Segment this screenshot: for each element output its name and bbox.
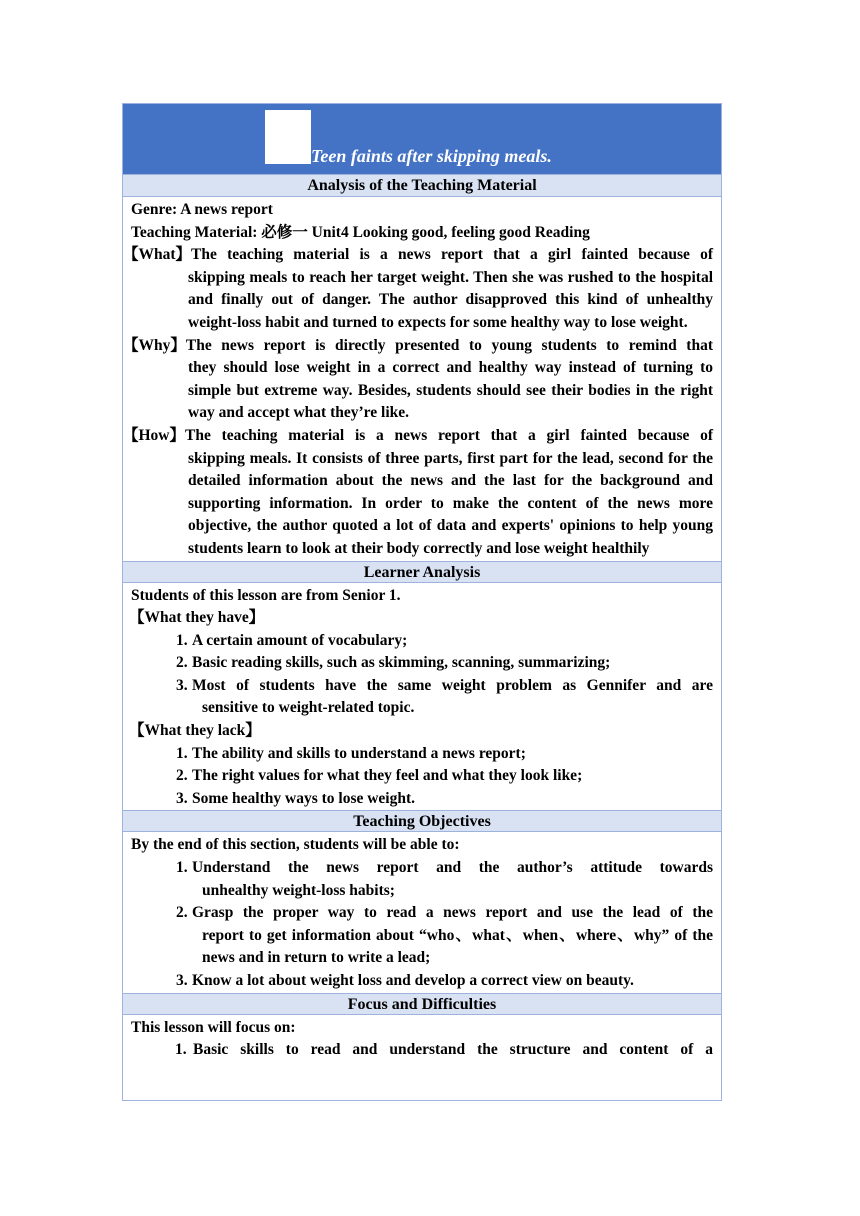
- list-item: [176, 857, 713, 902]
- list-number: 1.: [176, 744, 188, 762]
- list-item: [176, 652, 713, 675]
- list-item: [176, 970, 713, 993]
- list-text: Basic reading skills, such as skimming, scanning, summarizing;: [192, 654, 611, 672]
- list-number: 1.: [176, 859, 188, 877]
- lesson-plan-table: [122, 103, 722, 1101]
- material-line: Teaching Material: 必修一 Unit4 Looking good, feeling good Reading: [131, 223, 590, 241]
- title-bar: [123, 104, 721, 175]
- analysis-cell: [123, 197, 721, 561]
- list-text: The ability and skills to understand a news report;: [192, 744, 526, 762]
- objectives-cell: [123, 832, 721, 992]
- list-number: 3.: [176, 789, 188, 807]
- section-heading-focus: Focus and Difficulties: [123, 993, 721, 1015]
- what-paragraph: [123, 244, 713, 334]
- list-text: Most of students have the same weight problem as Gennifer and are: [192, 676, 713, 694]
- list-number: 2.: [176, 767, 188, 785]
- list-number: 1.: [175, 1041, 187, 1059]
- how-rest: skipping meals. It consists of three parts, first part for the lead, second for the detailed information about the news and the last for the background and supporting information. In order to make the content of the news more objective, the author quoted a lot of data and experts' opinions to help young students learn to look at their body correctly and lose weight healthily: [188, 449, 713, 557]
- have-label: 【What they have】: [129, 609, 265, 627]
- why-first-line: The news report is directly presented to young students to remind that: [185, 336, 713, 354]
- list-text: Grasp the proper way to read a news report and use the lead of the: [192, 904, 713, 922]
- focus-intro: This lesson will focus on:: [131, 1018, 296, 1036]
- section-heading-objectives: Teaching Objectives: [123, 810, 721, 832]
- list-number: 3.: [176, 676, 188, 694]
- list-item: [176, 630, 713, 653]
- how-first-line: The teaching material is a news report that a girl fainted because of: [185, 426, 713, 444]
- why-label: 【Why】: [123, 336, 186, 354]
- objectives-intro: By the end of this section, students will be able to:: [131, 836, 460, 854]
- page-title: Teen faints after skipping meals.: [311, 146, 552, 166]
- focus-cell: [123, 1015, 721, 1062]
- list-text-cont: unhealthy weight-loss habits;: [202, 881, 395, 899]
- title-image-placeholder: [265, 110, 311, 164]
- list-item: [176, 902, 713, 970]
- list-number: 2.: [176, 904, 188, 922]
- list-text: Understand the news report and the author’s attitude towards: [192, 859, 713, 877]
- list-item: [176, 675, 713, 720]
- learner-intro: Students of this lesson are from Senior 1.: [131, 586, 401, 604]
- list-item: [175, 1039, 713, 1062]
- how-paragraph: [123, 425, 713, 561]
- what-rest: skipping meals to reach her target weight. Then she was rushed to the hospital and finally out of danger. The author disapproved this kind of unhealthy weight-loss habit and turned to expects for some healthy way to lose weight.: [188, 268, 713, 331]
- list-text: The right values for what they feel and what they look like;: [192, 767, 583, 785]
- list-number: 2.: [176, 654, 188, 672]
- learner-cell: [123, 583, 721, 811]
- what-label: 【What】: [123, 246, 192, 264]
- list-item: [176, 743, 713, 766]
- list-text: Basic skills to read and understand the structure and content of a: [193, 1041, 713, 1059]
- list-text-cont: sensitive to weight-related topic.: [202, 699, 415, 717]
- list-item: [176, 788, 713, 811]
- lack-label: 【What they lack】: [129, 722, 261, 740]
- section-heading-learner: Learner Analysis: [123, 561, 721, 583]
- list-text: A certain amount of vocabulary;: [192, 631, 408, 649]
- list-number: 3.: [176, 972, 188, 989]
- list-text: Know a lot about weight loss and develop a correct view on beauty.: [192, 972, 634, 989]
- list-text-cont: report to get information about “who、what、when、where、why” of the news and in return to write a lead;: [202, 926, 713, 967]
- list-number: 1.: [176, 631, 188, 649]
- list-text: Some healthy ways to lose weight.: [192, 789, 416, 807]
- what-first-line: The teaching material is a news report that a girl fainted because of: [191, 246, 713, 264]
- why-rest: they should lose weight in a correct and healthy way instead of turning to simple but extreme way. Besides, students should see their bodies in the right way and accept what they’re like.: [188, 359, 713, 422]
- genre-line: Genre: A news report: [131, 201, 273, 218]
- section-heading-analysis: Analysis of the Teaching Material: [123, 175, 721, 197]
- why-paragraph: [123, 335, 713, 425]
- how-label: 【How】: [123, 426, 186, 444]
- list-item: [176, 765, 713, 788]
